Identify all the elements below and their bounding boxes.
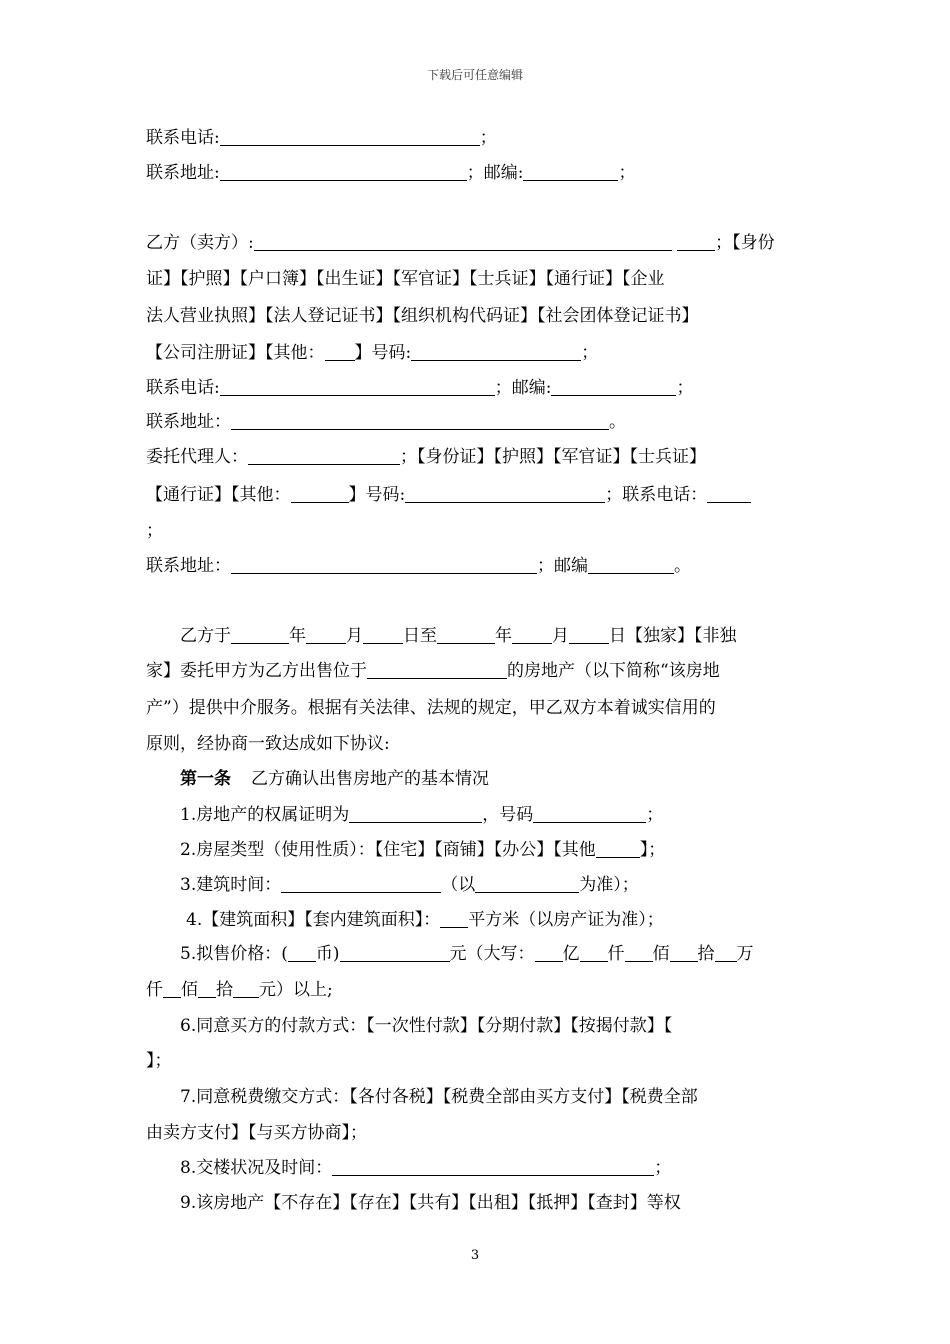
phone-label: 联系电话:	[146, 128, 220, 148]
item-6: 6.同意买方的付款方式：【一次性付款】【分期付款】【按揭付款】【	[180, 1016, 673, 1036]
blank[interactable]	[715, 944, 737, 962]
blank[interactable]	[588, 556, 674, 574]
blank[interactable]	[332, 1158, 654, 1176]
a-address-line: 联系地址: ；邮编: ；	[146, 163, 636, 183]
item-7-cont: 由卖方支付】【与买方协商】；	[146, 1123, 367, 1143]
agent-id-line: 【通行证】【其他： 】号码: ；联系电话：	[146, 484, 806, 506]
entrust-line-1: 乙方于 年 月 日至 年 月 日【独家】【非独	[180, 626, 737, 646]
blank[interactable]	[291, 485, 349, 503]
blank[interactable]	[340, 944, 450, 962]
b-party-label: 乙方（卖方）:	[146, 233, 254, 253]
blank[interactable]	[533, 805, 646, 823]
item-1: 1.房地产的权属证明为 ，号码 ；	[180, 805, 664, 825]
blank[interactable]	[288, 944, 316, 962]
article-1-title: 第一条	[180, 769, 231, 789]
page-number: 3	[470, 1248, 480, 1263]
blank[interactable]	[512, 626, 552, 644]
blank[interactable]	[220, 128, 480, 146]
blank[interactable]	[163, 980, 181, 998]
blank[interactable]	[198, 980, 216, 998]
blank[interactable]	[475, 875, 579, 893]
item-2: 2.房屋类型（使用性质）：【住宅】【商铺】【办公】【其他 】；	[180, 840, 666, 860]
blank[interactable]	[231, 556, 537, 574]
blank[interactable]	[231, 412, 609, 430]
blank[interactable]	[281, 875, 441, 893]
blank[interactable]	[325, 343, 355, 361]
b-id-types-3: 法人营业执照】【法人登记证书】【组织机构代码证】【社会团体登记证书】	[146, 306, 699, 326]
blank[interactable]	[306, 626, 346, 644]
article-1-heading: 第一条 乙方确认出售房地产的基本情况	[180, 769, 489, 789]
item-6-cont: 】；	[146, 1051, 172, 1071]
blank[interactable]	[551, 378, 676, 396]
blank[interactable]	[580, 944, 608, 962]
agent-line: 委托代理人： ；【身份证】【护照】【军官证】【士兵证】	[146, 447, 706, 467]
b-phone-line: 联系电话: ；邮编: ；	[146, 378, 694, 398]
address-label: 联系地址:	[146, 163, 220, 183]
blank[interactable]	[367, 661, 507, 679]
blank[interactable]	[248, 447, 400, 465]
blank[interactable]	[625, 944, 653, 962]
entrust-line-4: 原则，经协商一致达成如下协议:	[146, 734, 390, 754]
item-8: 8.交楼状况及时间： ；	[180, 1158, 672, 1178]
blank[interactable]	[363, 626, 403, 644]
b-id-types-4: 【公司注册证】【其他： 】号码: ；	[146, 343, 599, 363]
blank[interactable]	[670, 944, 698, 962]
blank[interactable]	[569, 626, 609, 644]
blank[interactable]	[231, 626, 289, 644]
blank[interactable]	[437, 626, 495, 644]
entrust-line-2: 家】委托甲方为乙方出售位于 的房地产（以下简称“该房地	[146, 661, 720, 681]
page-header: 下载后可任意编辑	[426, 68, 523, 82]
agent-phone-wrap: ；	[146, 521, 163, 541]
item-5: 5.拟售价格：( 币) 元（大写： 亿 仟 佰 拾 万	[180, 944, 754, 964]
blank[interactable]	[596, 840, 640, 858]
blank[interactable]	[405, 485, 605, 503]
blank[interactable]	[220, 378, 495, 396]
item-7: 7.同意税费缴交方式：【各付各税】【税费全部由买方支付】【税费全部	[180, 1087, 698, 1107]
agent-address-line: 联系地址： ；邮编 。	[146, 556, 691, 576]
blank[interactable]	[677, 233, 715, 251]
blank[interactable]	[349, 805, 482, 823]
a-phone-line: 联系电话: ；	[146, 128, 497, 148]
blank[interactable]	[233, 980, 259, 998]
item-4: 4.【建筑面积】【套内建筑面积】： 平方米（以房产证为准）；	[186, 910, 664, 930]
blank[interactable]	[254, 233, 672, 251]
blank[interactable]	[411, 343, 581, 361]
blank[interactable]	[220, 163, 467, 181]
item-9: 9.该房地产【不存在】【存在】【共有】【出租】【抵押】【查封】等权	[180, 1193, 681, 1213]
b-party-line: 乙方（卖方）: ；【身份	[146, 233, 775, 253]
item-5-cont: 仟 佰 拾 元）以上;	[146, 980, 333, 1000]
blank[interactable]	[707, 485, 751, 503]
zip-label: ；邮编:	[466, 163, 524, 183]
b-id-types-2: 证】【护照】【户口簿】【出生证】【军官证】【士兵证】【通行证】【企业	[146, 269, 665, 289]
blank[interactable]	[535, 944, 563, 962]
blank[interactable]	[523, 163, 618, 181]
b-address-line: 联系地址： 。	[146, 412, 626, 432]
entrust-line-3: 产”）提供中介服务。根据有关法律、法规的规定，甲乙双方本着诚实信用的	[146, 698, 716, 718]
blank[interactable]	[440, 910, 468, 928]
item-3: 3.建筑时间： （以 为准）；	[180, 875, 639, 895]
